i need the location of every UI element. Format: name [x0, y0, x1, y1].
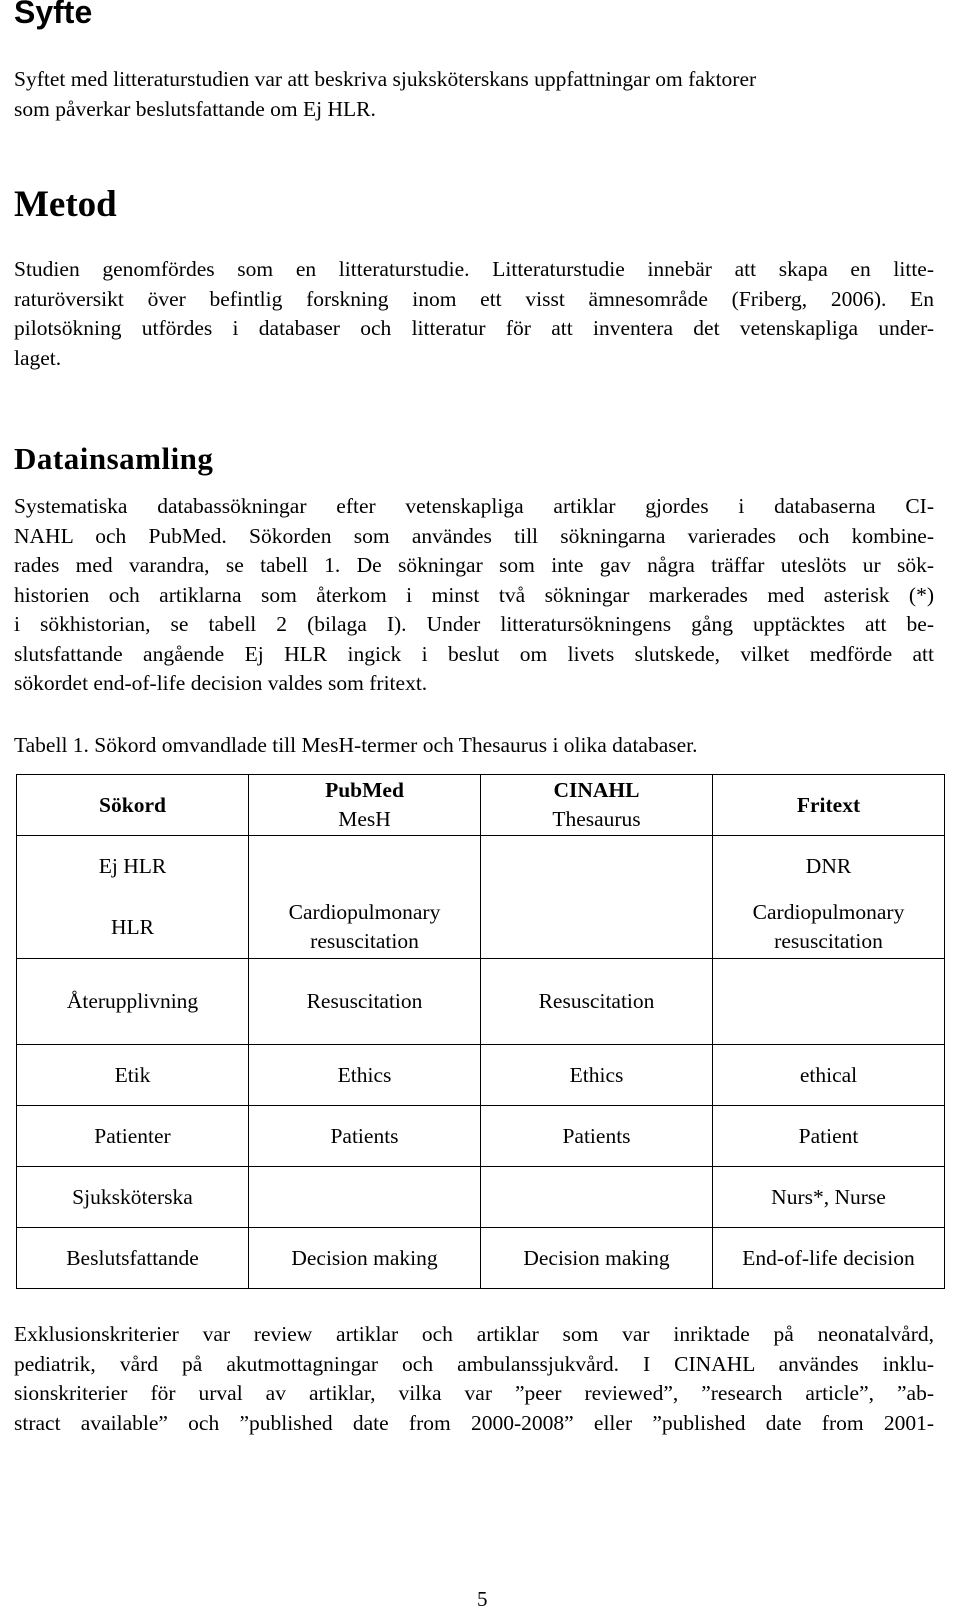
table-row	[17, 1228, 945, 1289]
table-cell	[249, 836, 481, 897]
header-cell-fritext: Fritext	[713, 775, 945, 836]
metod-paragraph	[14, 255, 934, 373]
table-cell: Resuscitation	[249, 959, 481, 1045]
table-cell: Patienter	[17, 1106, 249, 1167]
page-number: 5	[477, 1587, 488, 1611]
text-line: sökordet end-of-life decision valdes som fritext.	[14, 671, 428, 695]
table-cell: Ethics	[249, 1045, 481, 1106]
table-cell: DNR	[713, 836, 945, 897]
header-cell-pubmed: PubMed MesH	[249, 775, 481, 836]
table-row	[17, 1167, 945, 1228]
heading-syfte: Syfte	[14, 0, 93, 30]
table-cell: Patients	[249, 1106, 481, 1167]
table-cell: End-of-life decision	[713, 1228, 945, 1289]
text-line: pediatrik, vård på akutmottagningar och ambulanssjukvård. I CINAHL användes inklu-	[14, 1351, 934, 1376]
text-line: slutsfattande angående Ej HLR ingick i beslut om livets slutskede, vilket medförde att	[14, 641, 934, 666]
heading-metod: Metod	[14, 184, 117, 225]
table-cell	[481, 1167, 713, 1228]
text-line: Exklusionskriterier var review artiklar och artiklar som var inriktade på neonatalvård,	[14, 1322, 934, 1346]
table-cell: Decision making	[249, 1228, 481, 1289]
table-cell	[713, 959, 945, 1045]
table-row	[17, 897, 945, 959]
exklusion-paragraph	[14, 1320, 934, 1438]
table-cell: ethical	[713, 1045, 945, 1106]
table-cell: Sjuksköterska	[17, 1167, 249, 1228]
text-line: historien och artiklarna som återkom i minst två sökningar markerades med asterisk (*)	[14, 582, 934, 607]
text-line: stract available” och ”published date from 2000-2008” eller ”published date from 2001-	[14, 1410, 934, 1435]
text-line: NAHL och PubMed. Sökorden som användes till sökningarna varierades och kombine-	[14, 523, 934, 548]
table-cell: Ej HLR	[17, 836, 249, 897]
table-cell: Patients	[481, 1106, 713, 1167]
table-cell: Cardiopulmonary resuscitation	[713, 897, 945, 959]
text-line: rades med varandra, se tabell 1. De sökningar som inte gav några träffar uteslöts ur sök-	[14, 553, 934, 577]
table-cell: Återupplivning	[17, 959, 249, 1045]
text-line: pilotsökning utfördes i databaser och litteratur för att inventera det vetenskapliga under-	[14, 316, 934, 340]
table-cell	[481, 897, 713, 959]
text-line: raturöversikt över befintlig forskning inom ett visst ämnesområde (Friberg, 2006). En	[14, 286, 934, 311]
header-cell-sokord: Sökord	[17, 775, 249, 836]
table-cell: Decision making	[481, 1228, 713, 1289]
search-terms-table	[16, 774, 945, 1289]
table-cell: Nurs*, Nurse	[713, 1167, 945, 1228]
table-caption: Tabell 1. Sökord omvandlade till MesH-termer och Thesaurus i olika databaser.	[14, 733, 698, 757]
table-cell: HLR	[17, 897, 249, 959]
text-line: i sökhistorian, se tabell 2 (bilaga I). Under litteratursökningens gång upptäcktes att be-	[14, 612, 934, 636]
text-line: som påverkar beslutsfattande om Ej HLR.	[14, 96, 376, 121]
heading-datainsamling: Datainsamling	[14, 441, 214, 476]
table-row	[17, 836, 945, 897]
table-cell: Patient	[713, 1106, 945, 1167]
table-row	[17, 959, 945, 1045]
table-cell: Beslutsfattande	[17, 1228, 249, 1289]
table-header-row	[17, 775, 945, 836]
table-row	[17, 1045, 945, 1106]
text-line: laget.	[14, 345, 62, 370]
text-line: Studien genomfördes som en litteraturstudie. Litteraturstudie innebär att skapa en litte-	[14, 257, 934, 281]
syfte-paragraph	[14, 65, 934, 124]
table-cell	[481, 836, 713, 897]
table-cell	[249, 1167, 481, 1228]
datainsamling-paragraph	[14, 492, 934, 699]
table-cell: Cardiopulmonary resuscitation	[249, 897, 481, 959]
table-cell: Etik	[17, 1045, 249, 1106]
table-row	[17, 1106, 945, 1167]
text-line: sionskriterier för urval av artiklar, vilka var ”peer reviewed”, ”research article”, ”ab-	[14, 1381, 934, 1405]
text-line: Syftet med litteraturstudien var att beskriva sjuksköterskans uppfattningar om faktorer	[14, 67, 757, 91]
table-cell: Ethics	[481, 1045, 713, 1106]
table-cell: Resuscitation	[481, 959, 713, 1045]
header-cell-cinahl: CINAHL Thesaurus	[481, 775, 713, 836]
text-line: Systematiska databassökningar efter vetenskapliga artiklar gjordes i databaserna CI-	[14, 494, 934, 518]
